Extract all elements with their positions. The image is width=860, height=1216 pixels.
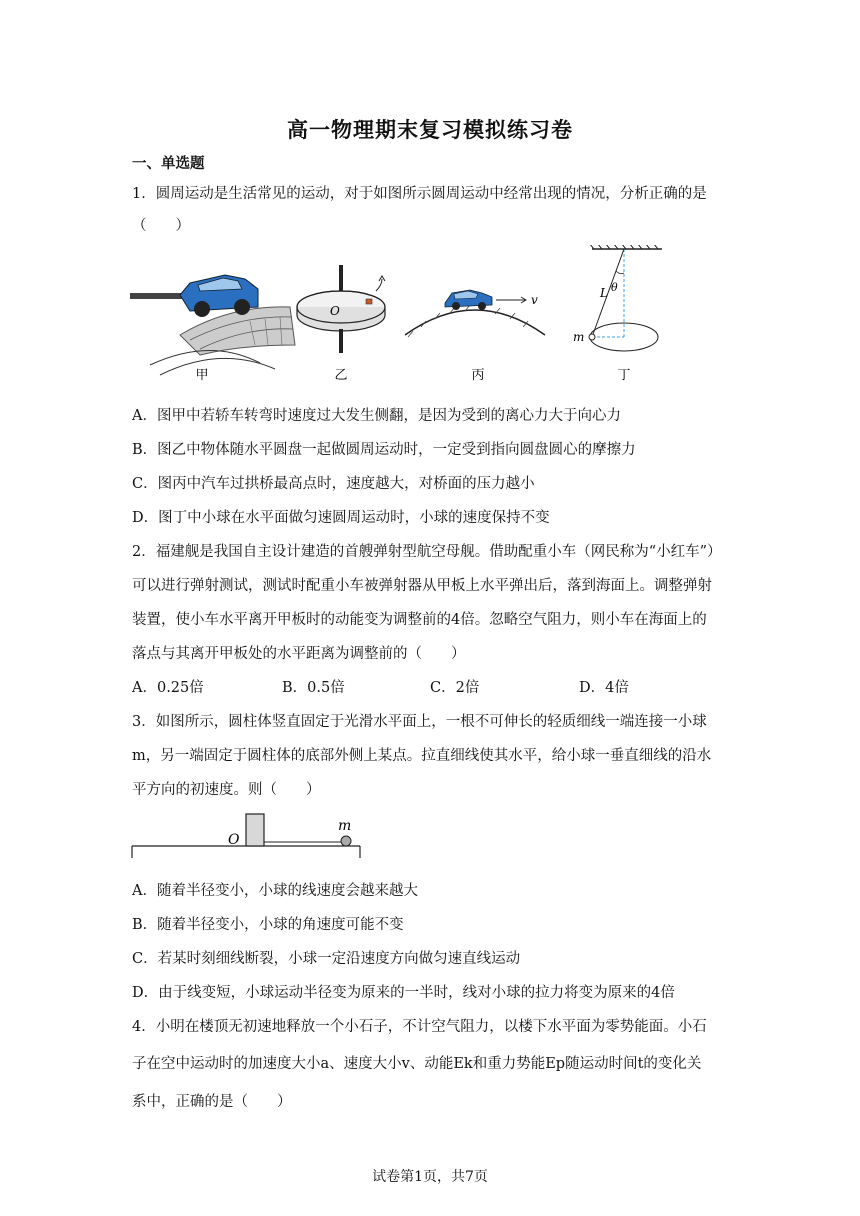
figure-label-yi: 乙 (334, 368, 348, 383)
q1-stem-line-1: 1．圆周运动是生活常见的运动，对于如图所示圆周运动中经常出现的情况，分析正确的是 (132, 186, 707, 202)
q3-option-d: D．由于线变短，小球运动半径变为原来的一半时，线对小球的拉力将变为原来的4倍 (132, 985, 675, 1001)
angle-label: θ (611, 281, 618, 294)
q2-option-d: D．4倍 (579, 680, 629, 696)
q2-option-c: C．2倍 (430, 680, 480, 696)
q2-stem-line-1: 2．福建舰是我国自主设计建造的首艘弹射型航空母舰。借助配重小车（网民称为“小红车”） (132, 544, 722, 560)
velocity-label: v (531, 293, 538, 307)
q3-option-a: A．随着半径变小，小球的线速度会越来越大 (132, 883, 418, 899)
q4-stem-line-1: 4．小明在楼顶无初速地释放一个小石子，不计空气阻力，以楼下水平面为零势能面。小石 (132, 1019, 707, 1035)
q1-option-b: B．图乙中物体随水平圆盘一起做圆周运动时，一定受到指向圆盘圆心的摩擦力 (132, 442, 636, 458)
q1-option-c: C．图丙中汽车过拱桥最高点时，速度越大，对桥面的压力越小 (132, 476, 535, 492)
cylinder-axis-label: O (228, 832, 240, 848)
q1-option-d: D．图丁中小球在水平面做匀速圆周运动时，小球的速度保持不变 (132, 510, 550, 526)
q4-stem-line-3: 系中，正确的是（ ） (132, 1094, 292, 1110)
disk-center-label: O (330, 304, 340, 318)
q3-stem-line-2: m，另一端固定于圆柱体的底部外侧上某点。拉直细线使其水平，给小球一垂直细线的沿水 (132, 748, 712, 764)
length-label: L (600, 286, 608, 300)
q2-option-b: B．0.5倍 (282, 680, 345, 696)
figure-yi-rotating-disk (297, 265, 385, 353)
q2-stem-line-4: 落点与其离开甲板处的水平距离为调整前的（ ） (132, 646, 466, 662)
page-footer: 试卷第1页，共7页 (372, 1169, 488, 1185)
q3-stem-line-1: 3．如图所示，圆柱体竖直固定于光滑水平面上，一根不可伸长的轻质细线一端连接一小球 (132, 714, 707, 730)
q3-option-c: C．若某时刻细线断裂，小球一定沿速度方向做匀速直线运动 (132, 951, 521, 967)
page-title: 高一物理期末复习模拟练习卷 (287, 117, 573, 142)
section-heading: 一、单选题 (132, 155, 205, 172)
figure-jia-car-turning (130, 275, 295, 375)
q3-option-b: B．随着半径变小，小球的角速度可能不变 (132, 917, 404, 933)
q3-figure-cylinder (130, 808, 370, 864)
q2-stem-line-3: 装置，使小车水平离开甲板时的动能变为调整前的4倍。忽略空气阻力，则小车在海面上的 (132, 612, 707, 628)
q2-option-a: A．0.25倍 (132, 680, 204, 696)
q1-figure (130, 245, 670, 385)
figure-label-jia: 甲 (195, 368, 209, 383)
ball-label: m (338, 818, 352, 834)
figure-bing-arch-bridge (405, 290, 545, 337)
figure-ding-conical-pendulum (573, 245, 662, 351)
q1-stem-line-2: （ ） (132, 218, 190, 234)
mass-label: m (573, 330, 585, 344)
q1-option-a: A．图甲中若轿车转弯时速度过大发生侧翻，是因为受到的离心力大于向心力 (132, 408, 621, 424)
figure-label-bing: 丙 (471, 368, 485, 383)
figure-label-ding: 丁 (617, 368, 631, 383)
q2-stem-line-2: 可以进行弹射测试，测试时配重小车被弹射器从甲板上水平弹出后，落到海面上。调整弹射 (132, 578, 712, 594)
q3-stem-line-3: 平方向的初速度。则（ ） (132, 782, 321, 798)
q4-stem-line-2: 子在空中运动时的加速度大小a、速度大小v、动能Ek和重力势能Ep随运动时间t的变化关 (132, 1056, 702, 1072)
